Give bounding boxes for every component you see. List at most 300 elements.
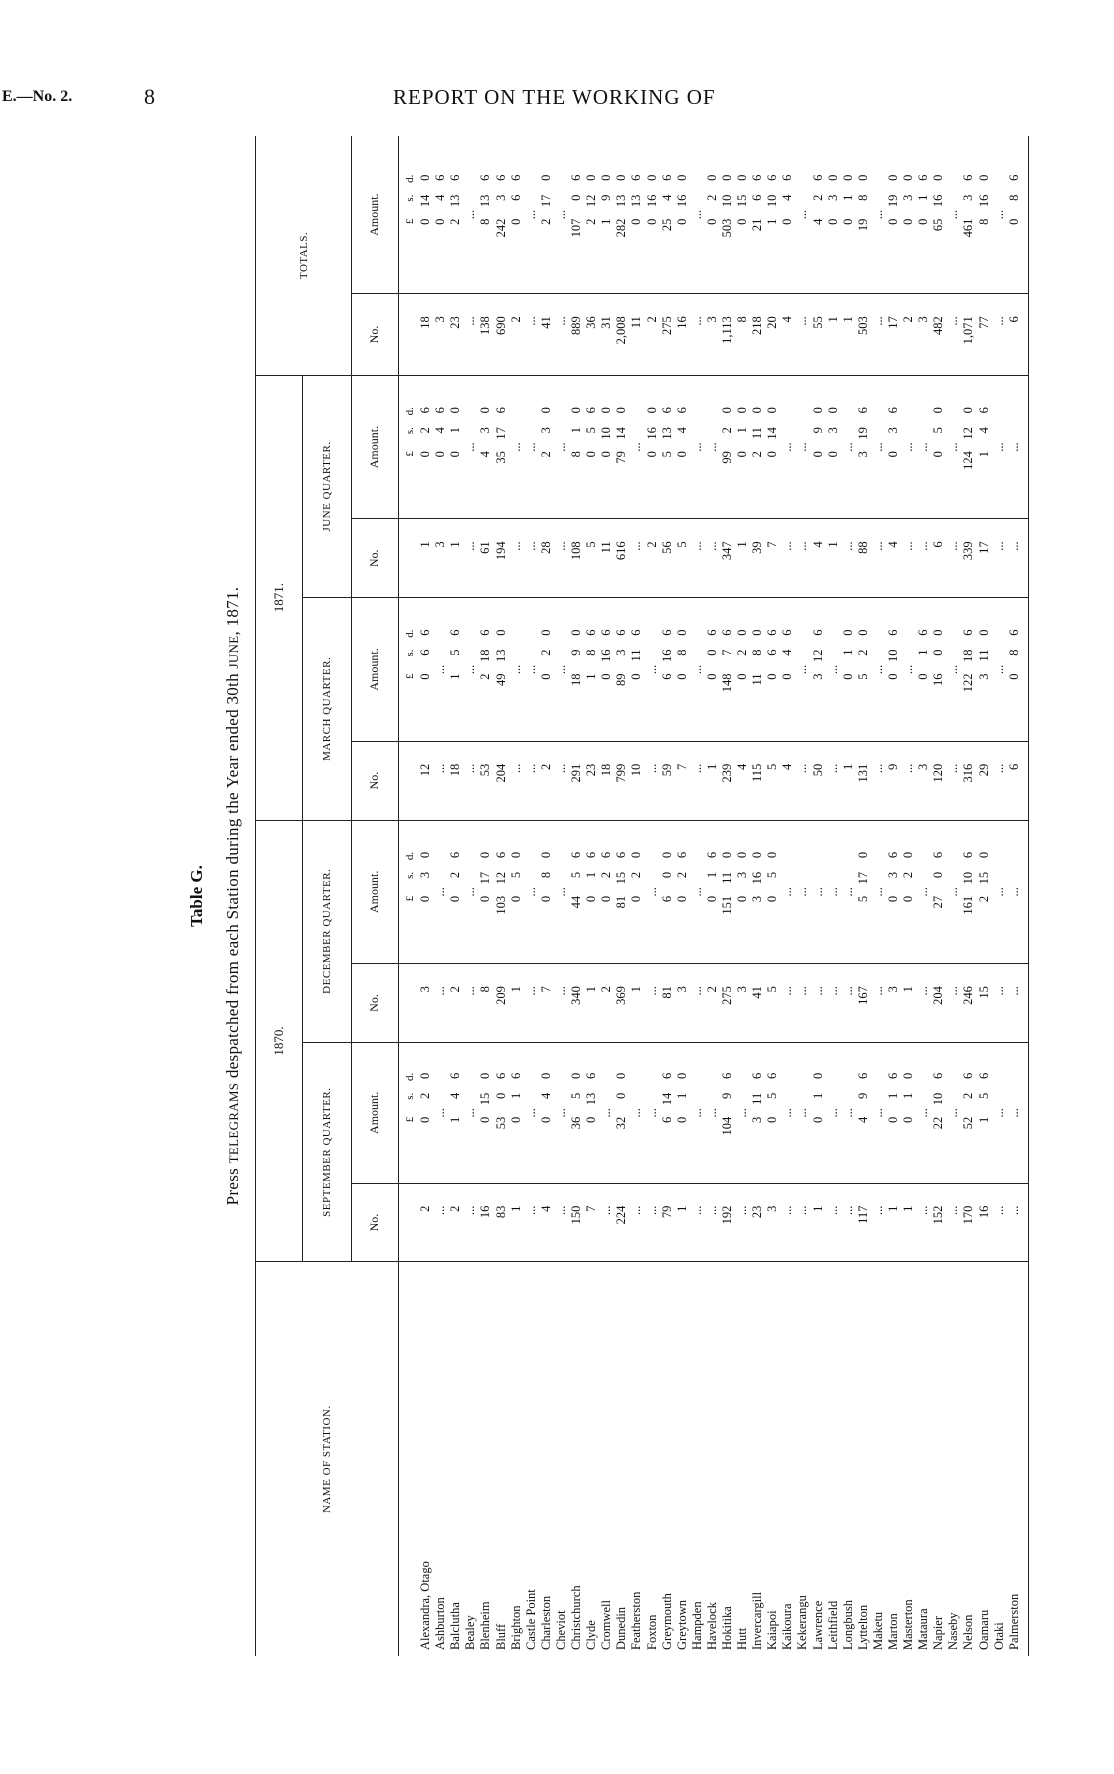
amount-cell: 1890 — [569, 598, 584, 742]
amount-cell: 016 — [916, 598, 931, 742]
amount-header: Amount. — [352, 136, 399, 294]
amount-cell: ... — [780, 820, 795, 964]
amount-cell: ... — [916, 820, 931, 964]
amount-cell: 426 — [811, 136, 826, 294]
count-cell: ... — [795, 741, 810, 820]
amount-cell: ... — [916, 375, 931, 519]
count-cell: ... — [554, 964, 569, 1043]
count-cell: ... — [524, 519, 539, 598]
amount-cell: ... — [433, 1042, 448, 1183]
amount-cell: ... — [871, 598, 886, 742]
station-name: Christchurch — [569, 1585, 584, 1650]
amount-cell: 016 — [705, 820, 720, 964]
count-cell: 79 — [660, 1183, 675, 1262]
count-cell: 2 — [448, 1183, 463, 1262]
amount-cell: 3196 — [856, 375, 871, 519]
amount-cell: 0170 — [478, 820, 493, 964]
count-cell: ... — [509, 519, 524, 598]
count-cell: 131 — [856, 741, 871, 820]
amount-cell: 020 — [901, 820, 916, 964]
amount-cell: ... — [524, 375, 539, 519]
table-row — [509, 136, 524, 1656]
count-cell: ... — [946, 1183, 961, 1262]
amount-cell: 090 — [811, 375, 826, 519]
amount-cell: 8136 — [478, 136, 493, 294]
amount-cell: ... — [871, 136, 886, 294]
count-cell: 61 — [478, 519, 493, 598]
count-cell: 209 — [494, 964, 509, 1043]
station-name: Palmerston — [1007, 1262, 1029, 1656]
amount-cell: ... — [554, 136, 569, 294]
station-name: Bluff — [493, 1623, 508, 1650]
amount-cell: 4456 — [569, 820, 584, 964]
amount-cell: 151110 — [720, 820, 735, 964]
table-row — [584, 136, 599, 1656]
count-cell: 3 — [916, 741, 931, 820]
station-name: Greytown — [674, 1600, 689, 1650]
amount-cell: 0136 — [629, 136, 644, 294]
amount-cell: ... — [811, 820, 826, 964]
station-name: Ashburton — [433, 1597, 448, 1650]
table-row — [690, 136, 705, 1656]
amount-cell: 0116 — [629, 598, 644, 742]
amount-cell: 046 — [780, 598, 795, 742]
station-column-header: NAME OF STATION. — [256, 1262, 399, 1656]
count-cell: ... — [433, 964, 448, 1043]
amount-cell: 046 — [675, 375, 690, 519]
station-name: Longbush — [840, 1600, 855, 1650]
amount-cell: 3116 — [750, 1042, 765, 1183]
amount-cell: ... — [946, 1042, 961, 1183]
amount-cell: ... — [795, 598, 810, 742]
count-cell: 1 — [418, 519, 433, 598]
count-cell: 1 — [509, 964, 524, 1043]
count-cell: ... — [946, 519, 961, 598]
amount-cell: 1106 — [765, 136, 780, 294]
table-row — [946, 136, 961, 1656]
amount-cell: 026 — [599, 820, 614, 964]
count-cell: 1 — [629, 964, 644, 1043]
amount-cell: 430 — [478, 375, 493, 519]
amount-cell: ... — [629, 375, 644, 519]
amount-header: Amount. — [352, 1042, 399, 1183]
amount-cell: ... — [599, 1042, 614, 1183]
count-cell: ... — [433, 1183, 448, 1262]
amount-cell: 016 — [509, 1042, 524, 1183]
page-number: 8 — [144, 84, 155, 109]
amount-cell: ... — [795, 1042, 810, 1183]
count-cell: 11 — [629, 294, 644, 376]
count-cell: 204 — [931, 964, 946, 1043]
amount-cell: 020 — [705, 136, 720, 294]
amount-cell: 066 — [418, 598, 433, 742]
station-name: Kekerangu — [795, 1595, 810, 1650]
amount-cell: 046 — [433, 136, 448, 294]
count-cell: ... — [554, 1183, 569, 1262]
amount-cell: ... — [780, 375, 795, 519]
count-cell: ... — [690, 964, 705, 1043]
table-row — [795, 136, 810, 1656]
amount-cell: 122186 — [961, 598, 976, 742]
units-cell: £s.d. — [399, 820, 419, 964]
amount-cell: 0140 — [418, 136, 433, 294]
table-label: Table G. — [187, 865, 206, 927]
amount-cell: 026 — [675, 820, 690, 964]
count-cell: 4 — [780, 741, 795, 820]
amount-cell: 146 — [977, 375, 992, 519]
amount-cell: 600 — [660, 820, 675, 964]
no-header: No. — [352, 294, 399, 376]
amount-cell: 050 — [509, 820, 524, 964]
table-row — [871, 136, 886, 1656]
table-row — [539, 136, 554, 1656]
count-cell: 4 — [735, 741, 750, 820]
count-cell: ... — [946, 294, 961, 376]
station-name: Dunedin — [614, 1606, 629, 1650]
count-cell: 616 — [614, 519, 629, 598]
station-name: Cheviot — [553, 1610, 568, 1650]
count-cell: 3 — [433, 294, 448, 376]
page-header — [0, 82, 1114, 112]
count-cell: ... — [901, 741, 916, 820]
table-row — [524, 136, 539, 1656]
amount-cell: 190 — [599, 136, 614, 294]
count-cell: ... — [690, 1183, 705, 1262]
station-name: Alexandra, Otago — [418, 1561, 433, 1650]
amount-cell: 036 — [886, 820, 901, 964]
station-name: Napier — [931, 1615, 946, 1650]
count-cell: 1 — [826, 294, 841, 376]
count-cell: 5 — [675, 519, 690, 598]
count-cell: 152 — [931, 1183, 946, 1262]
station-name: Oamaru — [976, 1609, 991, 1650]
count-cell: 23 — [750, 1183, 765, 1262]
document-reference: E.—No. 2. — [2, 88, 73, 105]
count-cell: 4 — [886, 519, 901, 598]
count-cell: 316 — [961, 741, 976, 820]
count-cell: ... — [795, 294, 810, 376]
no-header: No. — [352, 741, 399, 820]
september-quarter-header: SEPTEMBER QUARTER. — [303, 1042, 352, 1262]
amount-cell: 030 — [901, 136, 916, 294]
count-cell: 6 — [1007, 294, 1029, 376]
table-row — [961, 136, 976, 1656]
amount-cell: ... — [946, 598, 961, 742]
amount-cell: 46136 — [961, 136, 976, 294]
amount-cell: 103126 — [494, 820, 509, 964]
amount-cell: 156 — [977, 1042, 992, 1183]
count-cell: ... — [645, 1183, 660, 1262]
station-name: Lyttelton — [855, 1604, 870, 1650]
amount-cell: ... — [916, 1042, 931, 1183]
count-cell: ... — [463, 294, 478, 376]
totals-header: TOTALS. — [256, 136, 352, 375]
amount-cell: 020 — [735, 598, 750, 742]
station-name: Blenheim — [478, 1601, 493, 1650]
amount-cell: 65160 — [931, 136, 946, 294]
amount-cell: ... — [946, 375, 961, 519]
units-cell: £s.d. — [399, 136, 419, 294]
amount-cell: 046 — [780, 136, 795, 294]
amount-cell: 066 — [765, 598, 780, 742]
amount-cell: ... — [524, 1042, 539, 1183]
count-cell: 10 — [629, 741, 644, 820]
amount-cell: ... — [463, 820, 478, 964]
amount-cell: 161106 — [961, 820, 976, 964]
count-cell: 81 — [660, 964, 675, 1043]
amount-cell: 010 — [675, 1042, 690, 1183]
no-header: No. — [352, 1183, 399, 1262]
amount-cell: 2706 — [931, 820, 946, 964]
amount-cell: ... — [901, 375, 916, 519]
count-cell: 8 — [735, 294, 750, 376]
table-row — [433, 136, 448, 1656]
table-row — [841, 136, 856, 1656]
amount-cell: ... — [795, 136, 810, 294]
station-name: Hutt — [735, 1627, 750, 1650]
press-telegrams-table — [255, 136, 1029, 1656]
table-row — [675, 136, 690, 1656]
count-cell: ... — [705, 519, 720, 598]
table-row — [977, 136, 992, 1656]
count-cell: 3 — [735, 964, 750, 1043]
count-cell: 690 — [494, 294, 509, 376]
count-cell: 5 — [765, 741, 780, 820]
amount-cell: ... — [690, 820, 705, 964]
rotated-table-block — [177, 136, 1067, 1656]
amount-cell: 050 — [765, 820, 780, 964]
amount-cell: 010 — [811, 1042, 826, 1183]
count-cell: ... — [841, 1183, 856, 1262]
count-cell: 1 — [901, 1183, 916, 1262]
table-row — [765, 136, 780, 1656]
amount-cell: 2120 — [584, 136, 599, 294]
running-title: REPORT ON THE WORKING OF — [393, 85, 716, 109]
count-cell: 482 — [931, 294, 946, 376]
count-cell: 4 — [811, 519, 826, 598]
count-cell: ... — [599, 1183, 614, 1262]
amount-cell: ... — [463, 598, 478, 742]
count-cell: 1,113 — [720, 294, 735, 376]
count-cell: 8 — [478, 964, 493, 1043]
count-cell: ... — [1007, 519, 1029, 598]
count-cell: ... — [871, 741, 886, 820]
amount-cell: 046 — [433, 375, 448, 519]
count-cell: ... — [992, 964, 1007, 1043]
amount-cell: 6146 — [660, 1042, 675, 1183]
count-cell: ... — [645, 741, 660, 820]
count-cell: 7 — [765, 519, 780, 598]
count-cell: 3 — [418, 964, 433, 1043]
station-name: Masterton — [901, 1599, 916, 1650]
count-cell: 291 — [569, 741, 584, 820]
amount-cell: 066 — [509, 136, 524, 294]
count-cell: 115 — [750, 741, 765, 820]
amount-cell: ... — [901, 598, 916, 742]
amount-cell: 24236 — [494, 136, 509, 294]
count-cell: 5 — [584, 519, 599, 598]
count-cell: ... — [795, 1183, 810, 1262]
count-cell: 1 — [509, 1183, 524, 1262]
amount-cell: 010 — [448, 375, 463, 519]
amount-cell: ... — [871, 1042, 886, 1183]
count-cell: 275 — [720, 964, 735, 1043]
amount-cell: ... — [946, 820, 961, 964]
count-cell: 120 — [931, 741, 946, 820]
amount-cell: 0150 — [478, 1042, 493, 1183]
amount-cell: 030 — [418, 820, 433, 964]
amount-cell: 22106 — [931, 1042, 946, 1183]
count-cell: 16 — [675, 294, 690, 376]
count-cell: 53 — [478, 741, 493, 820]
amount-cell: ... — [554, 1042, 569, 1183]
table-row — [750, 136, 765, 1656]
amount-cell: 080 — [675, 598, 690, 742]
station-name: Nelson — [961, 1614, 976, 1650]
table-row — [916, 136, 931, 1656]
count-cell: 6 — [1007, 741, 1029, 820]
year-1870-header: 1870. — [256, 820, 303, 1262]
table-caption — [177, 136, 255, 1656]
station-name: Featherston — [629, 1591, 644, 1650]
count-cell: 218 — [750, 294, 765, 376]
amount-cell: ... — [433, 598, 448, 742]
count-cell: ... — [992, 294, 1007, 376]
amount-cell: 050 — [931, 375, 946, 519]
count-cell: ... — [433, 741, 448, 820]
count-cell: 9 — [886, 741, 901, 820]
amount-cell: 030 — [826, 375, 841, 519]
amount-cell: 030 — [826, 136, 841, 294]
station-name: Greymouth — [659, 1593, 674, 1650]
amount-cell: ... — [433, 820, 448, 964]
count-cell: ... — [916, 1183, 931, 1262]
count-cell: ... — [871, 294, 886, 376]
amount-cell: ... — [645, 598, 660, 742]
count-cell: ... — [841, 964, 856, 1043]
count-cell: ... — [946, 741, 961, 820]
count-cell: 339 — [961, 519, 976, 598]
count-cell: 31 — [599, 294, 614, 376]
table-row — [599, 136, 614, 1656]
amount-cell: ... — [524, 820, 539, 964]
count-cell: 18 — [599, 741, 614, 820]
amount-cell: ... — [795, 820, 810, 964]
count-cell: 6 — [931, 519, 946, 598]
count-cell: 23 — [448, 294, 463, 376]
count-cell: 41 — [750, 964, 765, 1043]
amount-cell: 040 — [539, 1042, 554, 1183]
amount-cell: ... — [735, 1042, 750, 1183]
amount-cell: 2186 — [478, 598, 493, 742]
station-name: Lawrence — [810, 1600, 825, 1650]
table-row — [1007, 136, 1029, 1656]
station-name: Naseby — [946, 1612, 961, 1650]
table-row — [645, 136, 660, 1656]
count-cell: 55 — [811, 294, 826, 376]
count-cell: 275 — [660, 294, 675, 376]
count-cell: 3 — [916, 294, 931, 376]
count-cell: ... — [1007, 1183, 1029, 1262]
count-cell: 2 — [599, 964, 614, 1043]
station-name: Marton — [886, 1613, 900, 1650]
amount-cell: 282130 — [614, 136, 629, 294]
count-cell: 29 — [977, 741, 992, 820]
amount-cell: ... — [992, 1042, 1007, 1183]
amount-cell: 020 — [418, 1042, 433, 1183]
amount-cell: 030 — [735, 820, 750, 964]
amount-cell: ... — [690, 1042, 705, 1183]
count-cell: 1 — [735, 519, 750, 598]
count-cell: ... — [780, 519, 795, 598]
december-quarter-header: DECEMBER QUARTER. — [303, 820, 352, 1042]
amount-cell: ... — [780, 1042, 795, 1183]
amount-header: Amount. — [352, 820, 399, 964]
amount-cell: 010 — [901, 1042, 916, 1183]
count-cell: 50 — [811, 741, 826, 820]
count-cell: ... — [946, 964, 961, 1043]
table-row — [554, 136, 569, 1656]
station-name: Hampden — [689, 1601, 704, 1650]
amount-cell: 0190 — [886, 136, 901, 294]
amount-cell: 503100 — [720, 136, 735, 294]
amount-cell: 016 — [886, 1042, 901, 1183]
amount-cell: 036 — [886, 375, 901, 519]
amount-cell: 5170 — [856, 820, 871, 964]
amount-cell: ... — [690, 136, 705, 294]
count-cell: ... — [735, 1183, 750, 1262]
count-cell: 799 — [614, 741, 629, 820]
amount-cell: ... — [871, 820, 886, 964]
count-cell: 1 — [826, 519, 841, 598]
amount-cell: 8160 — [977, 136, 992, 294]
count-cell: 36 — [584, 294, 599, 376]
count-cell: ... — [509, 741, 524, 820]
count-cell: ... — [524, 741, 539, 820]
count-cell: 138 — [478, 294, 493, 376]
count-cell: 108 — [569, 519, 584, 598]
amount-cell: 2110 — [750, 375, 765, 519]
count-cell: 12 — [418, 741, 433, 820]
amount-cell: ... — [946, 136, 961, 294]
table-row — [448, 136, 463, 1656]
amount-cell: ... — [690, 598, 705, 742]
amount-cell: 086 — [1007, 136, 1029, 294]
count-cell: 347 — [720, 519, 735, 598]
count-cell: 1 — [705, 741, 720, 820]
station-name: Mataura — [916, 1608, 931, 1650]
amount-cell: 49130 — [494, 598, 509, 742]
count-cell: 83 — [494, 1183, 509, 1262]
amount-cell: ... — [841, 1042, 856, 1183]
amount-cell: 79140 — [614, 375, 629, 519]
count-cell: 224 — [614, 1183, 629, 1262]
amount-cell: 186 — [584, 598, 599, 742]
table-row — [614, 136, 629, 1656]
table-row — [629, 136, 644, 1656]
count-cell: ... — [871, 519, 886, 598]
count-cell: 503 — [856, 294, 871, 376]
count-cell: 56 — [660, 519, 675, 598]
amount-cell: 3160 — [750, 820, 765, 964]
count-cell: ... — [916, 964, 931, 1043]
table-row — [886, 136, 901, 1656]
amount-cell: ... — [705, 1042, 720, 1183]
amount-cell: ... — [992, 375, 1007, 519]
amount-cell: 2546 — [660, 136, 675, 294]
amount-cell: 056 — [584, 375, 599, 519]
count-cell: 194 — [494, 519, 509, 598]
